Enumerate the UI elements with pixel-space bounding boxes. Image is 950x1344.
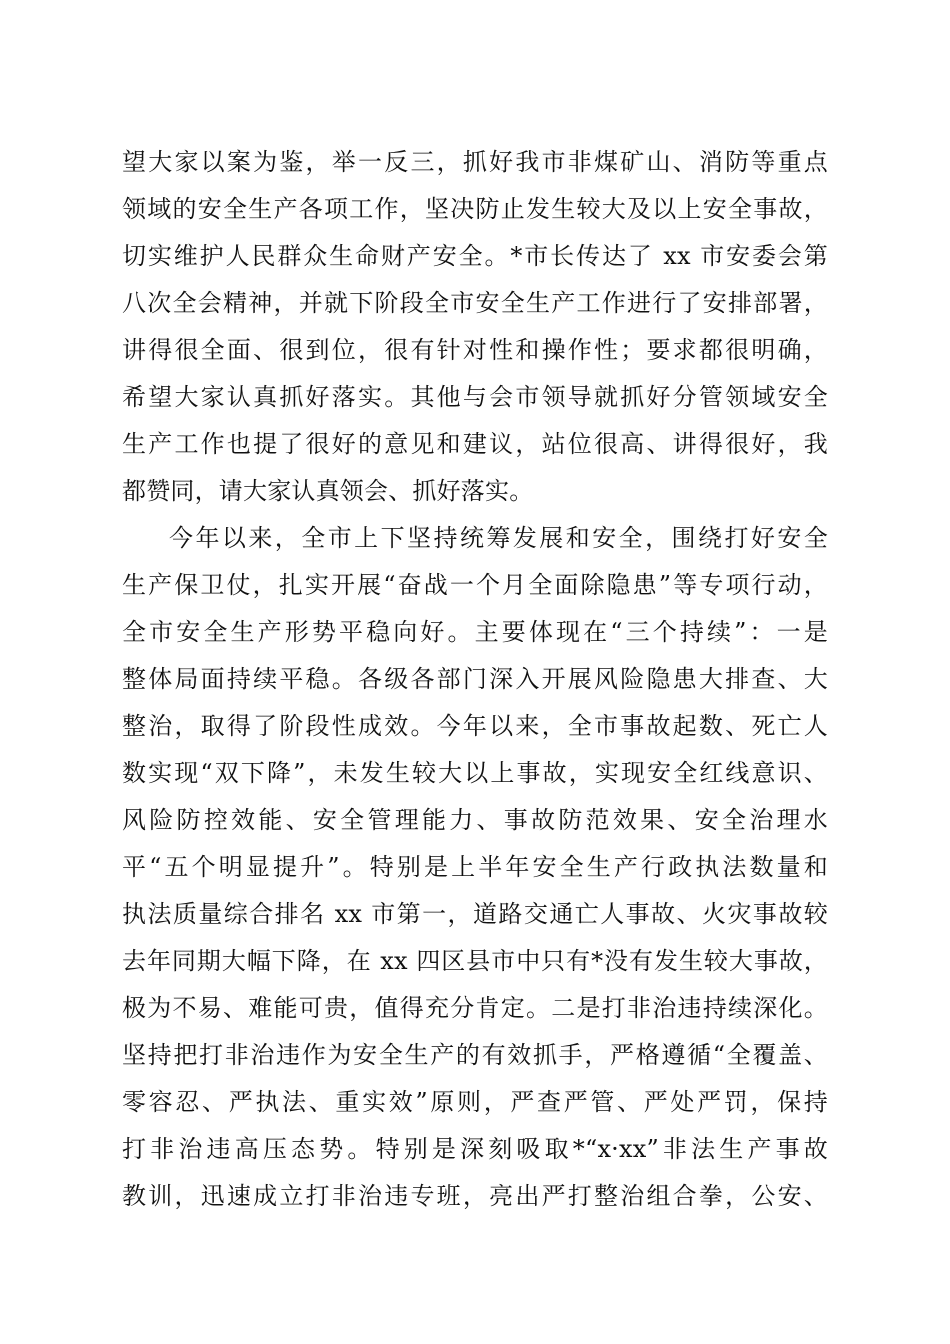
document-body [122,139,828,1220]
text-line: 都赞同，请大家认真领会、抓好落实。 [122,477,534,505]
text-line: 八次全会精神，并就下阶段全市安全生产工作进行了安排部署， [122,289,828,317]
text-line: 切实维护人民群众生命财产安全。*市长传达了 xx 市安委会第 [122,242,828,270]
text-line: 打非治违高压态势。特别是深刻吸取*“x·xx”非法生产事故 [122,1135,828,1163]
text-line: 全市安全生产形势平稳向好。主要体现在“三个持续”：一是 [122,618,828,646]
text-line: 教训，迅速成立打非治违专班，亮出严打整治组合拳，公安、 [122,1182,828,1210]
text-line: 平“五个明显提升”。特别是上半年安全生产行政执法数量和 [122,853,828,881]
paragraph-1 [122,139,828,515]
text-line: 生产工作也提了很好的意见和建议，站位很高、讲得很好，我 [122,430,828,458]
text-line: 整治，取得了阶段性成效。今年以来，全市事故起数、死亡人 [122,712,828,740]
text-line: 风险防控效能、安全管理能力、事故防范效果、安全治理水 [122,806,828,834]
text-line: 执法质量综合排名 xx 市第一，道路交通亡人事故、火灾事故较 [122,900,828,928]
text-line: 数实现“双下降”，未发生较大以上事故，实现安全红线意识、 [122,759,828,787]
text-line: 领域的安全生产各项工作，坚决防止发生较大及以上安全事故， [122,195,828,223]
text-line: 坚持把打非治违作为安全生产的有效抓手，严格遵循“全覆盖、 [122,1041,828,1069]
text-line: 零容忍、严执法、重实效”原则，严查严管、严处严罚，保持 [122,1088,828,1116]
text-line: 去年同期大幅下降，在 xx 四区县市中只有*没有发生较大事故， [122,947,828,975]
text-line: 望大家以案为鉴，举一反三，抓好我市非煤矿山、消防等重点 [122,148,828,176]
text-line: 讲得很全面、很到位，很有针对性和操作性；要求都很明确， [122,336,828,364]
text-line: 希望大家认真抓好落实。其他与会市领导就抓好分管领域安全 [122,383,828,411]
text-line: 生产保卫仗，扎实开展“奋战一个月全面除隐患”等专项行动， [122,571,828,599]
text-line: 极为不易、难能可贵，值得充分肯定。二是打非治违持续深化。 [122,994,828,1022]
text-line: 整体局面持续平稳。各级各部门深入开展风险隐患大排查、大 [122,665,828,693]
text-line: 今年以来，全市上下坚持统筹发展和安全，围绕打好安全 [169,524,828,552]
paragraph-2 [122,515,828,1220]
